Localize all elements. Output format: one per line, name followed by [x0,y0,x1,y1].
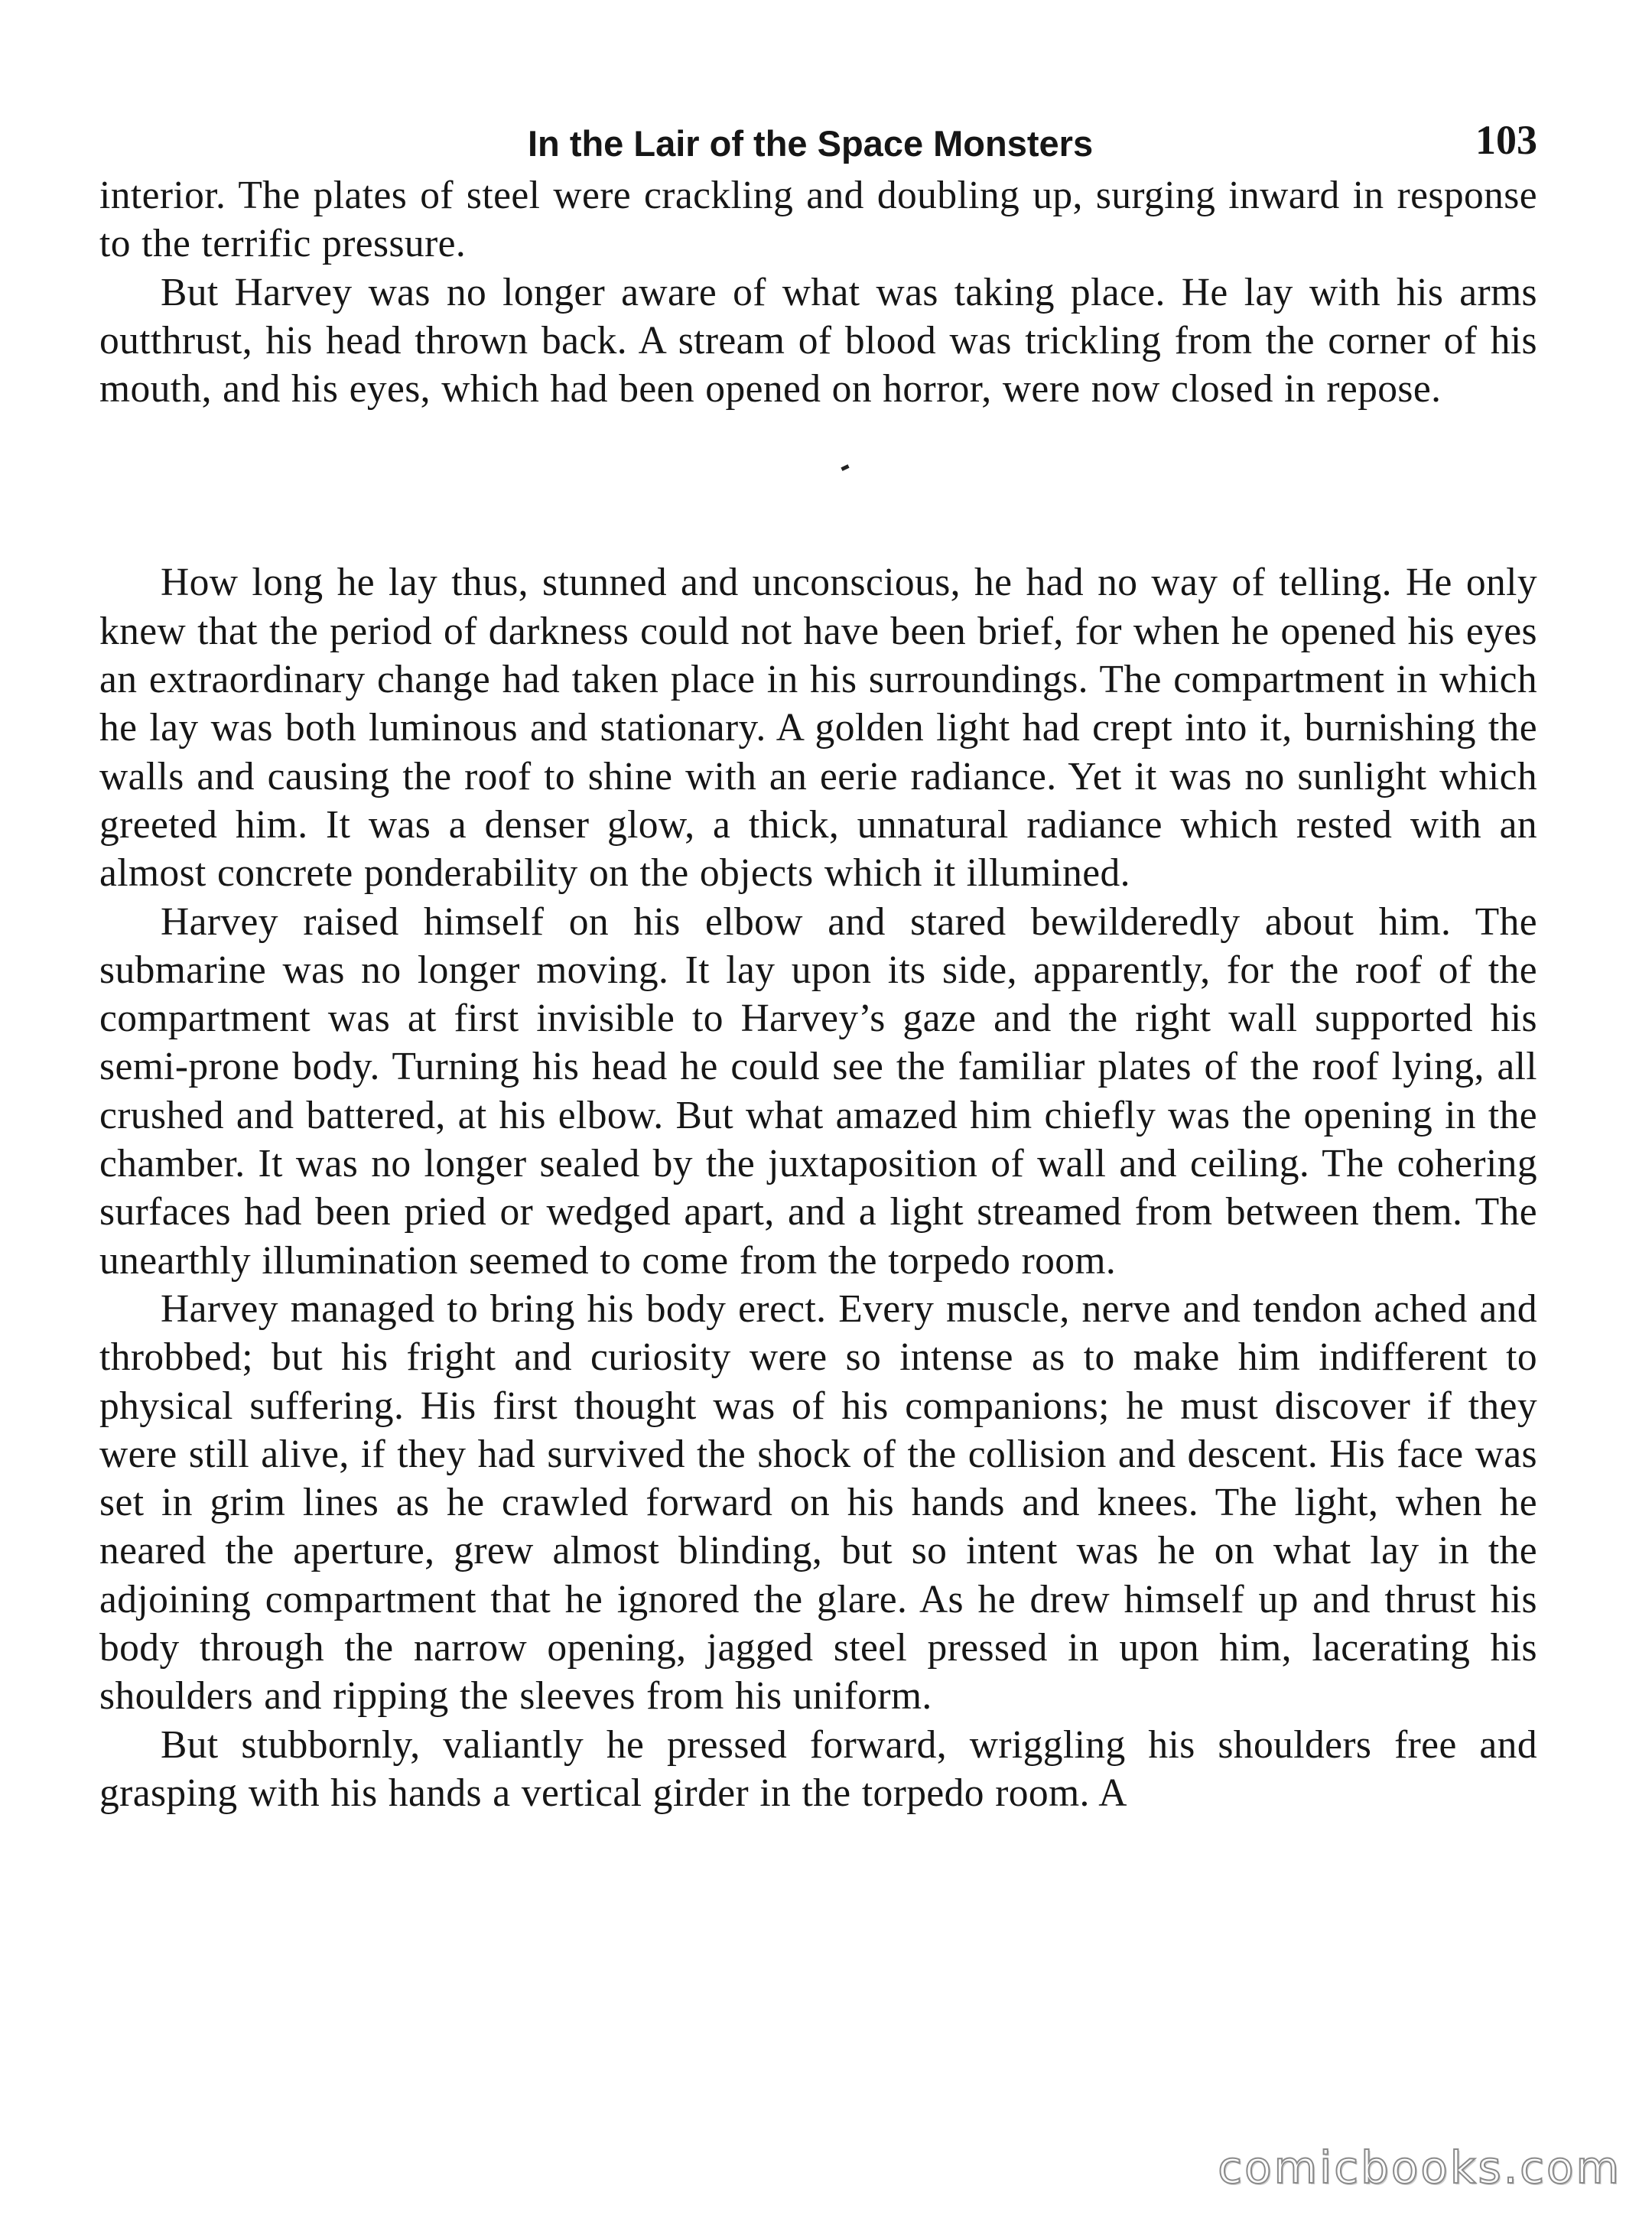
paragraph: But stubbornly, valiantly he pressed forward, wriggling his shoulders free and grasping with his hands a vertical girder in the torpedo room. A [99,1722,1537,1815]
paragraph: How long he lay thus, stunned and unconscious, he had no way of telling. He only knew that the period of darkness could not have been brief, for when he opened his eyes an extraordinary change had taken place in his surroundings. The compartment in which he lay was both luminous and stationary. A golden light had crept into it, burnishing the walls and causing the roof to shine with an eerie radiance. Yet it was no sunlight which greeted him. It was a denser glow, a thick, unnatural radiance which rested with an almost concrete ponderability on the objects which it illumined. [99,561,1537,896]
paragraph: Harvey raised himself on his elbow and stared bewilderedly about him. The submarine was no longer moving. It lay upon its side, apparently, for the roof of the compartment was at first invisible to Harvey’s gaze and the right wall supported his semi-prone body. Turning his head he could see the familiar plates of the roof lying, all crushed and battered, at his elbow. But what amazed him chiefly was the opening in the chamber. It was no longer sealed by the juxtaposition of wall and ceiling. The cohering surfaces had been pried or wedged apart, and a light streamed from between them. The unearthly illumination seemed to come from the torpedo room. [99,899,1537,1283]
paragraph-continued: interior. The plates of steel were crackling and doubling up, surging inward in response to the terrific pressure. [99,174,1537,266]
section-break-mark [841,465,849,472]
paragraph: But Harvey was no longer aware of what was taking place. He lay with his arms outthrust, his head thrown back. A stream of blood was trickling from the corner of his mouth, and his eyes, which had been opened on horror, were now closed in repose. [99,270,1537,411]
running-title: In the Lair of the Space Monsters [528,123,1094,164]
body-text [99,171,1537,1817]
watermark: comicbooks.com [1218,2142,1621,2194]
running-head [99,115,1537,176]
section-break [99,413,1537,558]
page-number: 103 [1475,117,1537,163]
paragraph: Harvey managed to bring his body erect. Every muscle, nerve and tendon ached and throbbed; but his fright and curiosity were so intense as to make him indifferent to physical suffering. His first thought was of his companions; he must discover if they were still alive, if they had survived the shock of the collision and descent. His face was set in grim lines as he crawled forward on his hands and knees. The light, when he neared the aperture, grew almost blinding, but so intent was he on what lay in the adjoining compartment that he ignored the glare. As he drew himself up and thrust his body through the narrow opening, jagged steel pressed in upon him, lacerating his shoulders and ripping the sleeves from his uniform. [99,1286,1537,1719]
